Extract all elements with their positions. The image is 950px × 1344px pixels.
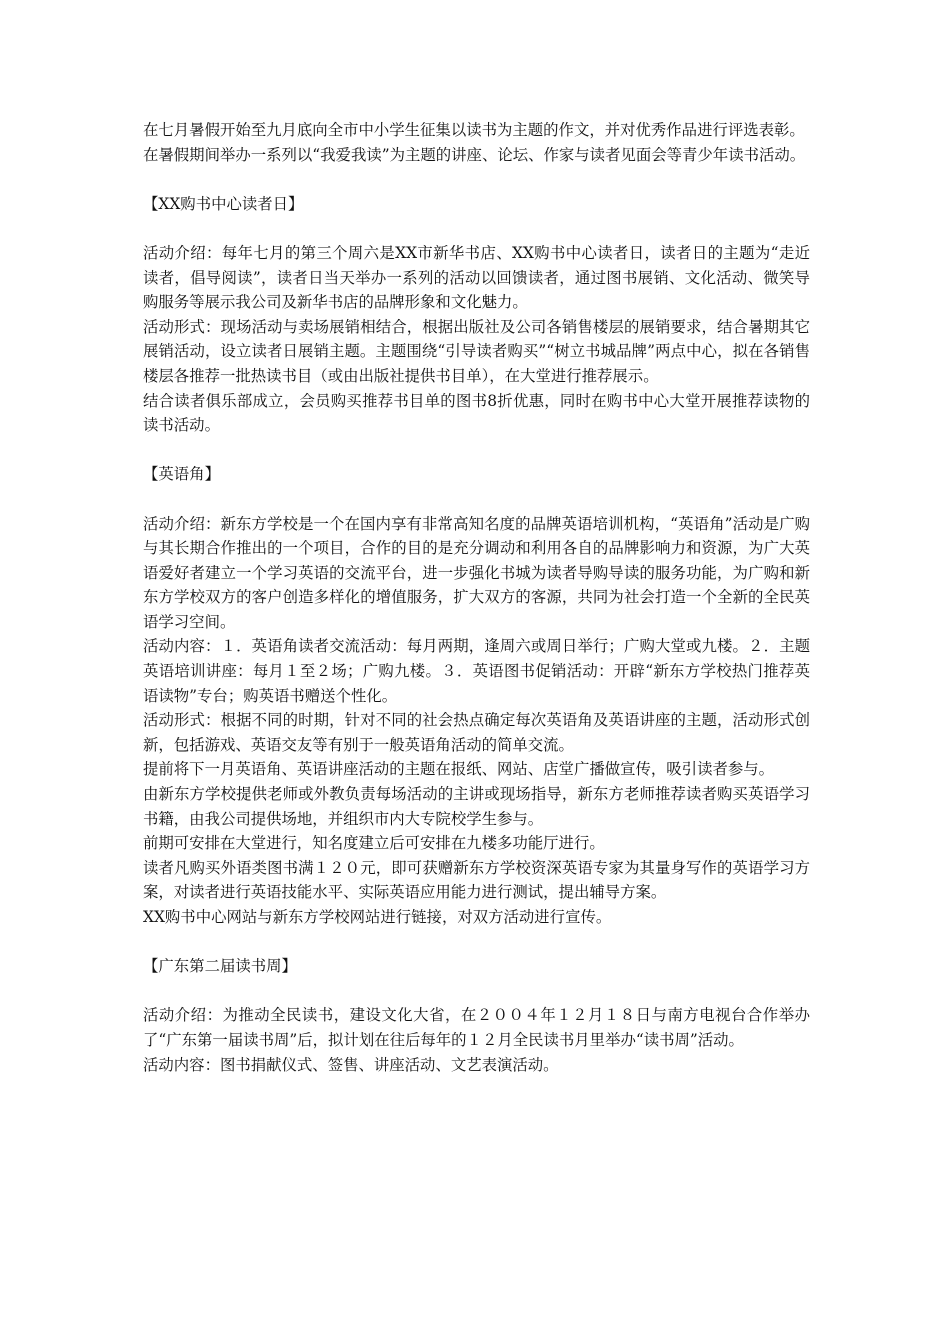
section-heading-reading-week: 【广东第二届读书周】 [143,957,297,976]
english-corner-paragraph-6: 前期可安排在大堂进行，知名度建立后可安排在九楼多功能厅进行。 [143,834,605,853]
english-corner-paragraph-4: 提前将下一月英语角、英语讲座活动的主题在报纸、网站、店堂广播做宣传，吸引读者参与。 [143,760,775,779]
spacer [143,167,810,192]
document-page [143,118,810,1077]
english-corner-paragraph-3: 活动形式：根据不同的时期，针对不同的社会热点确定每次英语角及英语讲座的主题，活动形式创新，包括游戏、英语交友等有别于一般英语角活动的简单交流。 [143,711,810,754]
reading-week-paragraph-1: 活动介绍：为推动全民读书，建设文化大省，在２００４年１２月１８日与南方电视台合作举办了“广东第一届读书周”后，拟计划在往后每年的１２月全民读书月里举办“读书周”活动。 [143,1006,810,1049]
reading-week-paragraph-2: 活动内容：图书捐献仪式、签售、讲座活动、文艺表演活动。 [143,1055,559,1074]
spacer [143,930,810,955]
english-corner-paragraph-2: 活动内容：１．英语角读者交流活动：每月两期，逢周六或周日举行；广购大堂或九楼。２．主题英语培训讲座：每月１至２场；广购九楼。３．英语图书促销活动：开辟“新东方学校热门推荐英语读物”专台；购英语书赠送个性化。 [143,637,810,705]
english-corner-paragraph-8: XX购书中心网站与新东方学校网站进行链接，对双方活动进行宣传。 [143,908,612,926]
reader-day-paragraph-3: 结合读者俱乐部成立，会员购买推荐书目单的图书8折优惠，同时在购书中心大堂开展推荐读物的读书活动。 [143,391,810,435]
spacer [143,438,810,463]
spacer [143,979,810,1004]
reader-day-paragraph-2: 活动形式：现场活动与卖场展销相结合，根据出版社及公司各销售楼层的展销要求，结合暑期其它展销活动，设立读者日展销主题。主题围绕“引导读者购买”“树立书城品牌”两点中心，拟在各销售楼层各推荐一批热读书目（或由出版社提供书目单），在大堂进行推荐展示。 [143,317,810,385]
section-heading-reader-day: 【XX购书中心读者日】 [143,194,304,213]
spacer [143,216,810,241]
english-corner-paragraph-7: 读者凡购买外语类图书满１２０元，即可获赠新东方学校资深英语专家为其量身写作的英语学习方案，对读者进行英语技能水平、实际英语应用能力进行测试，提出辅导方案。 [143,858,810,902]
spacer [143,487,810,512]
intro-paragraph-2: 在暑假期间举办一系列以“我爱我读”为主题的讲座、论坛、作家与读者见面会等青少年读书活动。 [143,145,806,164]
english-corner-paragraph-1: 活动介绍：新东方学校是一个在国内享有非常高知名度的品牌英语培训机构，“英语角”活动是广购与其长期合作推出的一个项目，合作的目的是充分调动和利用各自的品牌影响力和资源，为广大英语爱好者建立一个学习英语的交流平台，进一步强化书城为读者导购导读的服务功能，为广购和新东方学校双方的客户创造多样化的增值服务，扩大双方的客源，共同为社会打造一个全新的全民英语学习空间。 [143,514,810,631]
intro-paragraph-1: 在七月暑假开始至九月底向全市中小学生征集以读书为主题的作文，并对优秀作品进行评选表彰。 [143,121,805,139]
reader-day-paragraph-1: 活动介绍：每年七月的第三个周六是XX市新华书店、XX购书中心读者日，读者日的主题为“走近读者，倡导阅读”，读者日当天举办一系列的活动以回馈读者，通过图书展销、文化活动、微笑导购服务等展示我公司及新华书店的品牌形象和文化魅力。 [143,243,810,312]
section-heading-english-corner: 【英语角】 [143,465,220,484]
english-corner-paragraph-5: 由新东方学校提供老师或外教负责每场活动的主讲或现场指导，新东方老师推荐读者购买英语学习书籍，由我公司提供场地，并组织市内大专院校学生参与。 [143,785,810,828]
